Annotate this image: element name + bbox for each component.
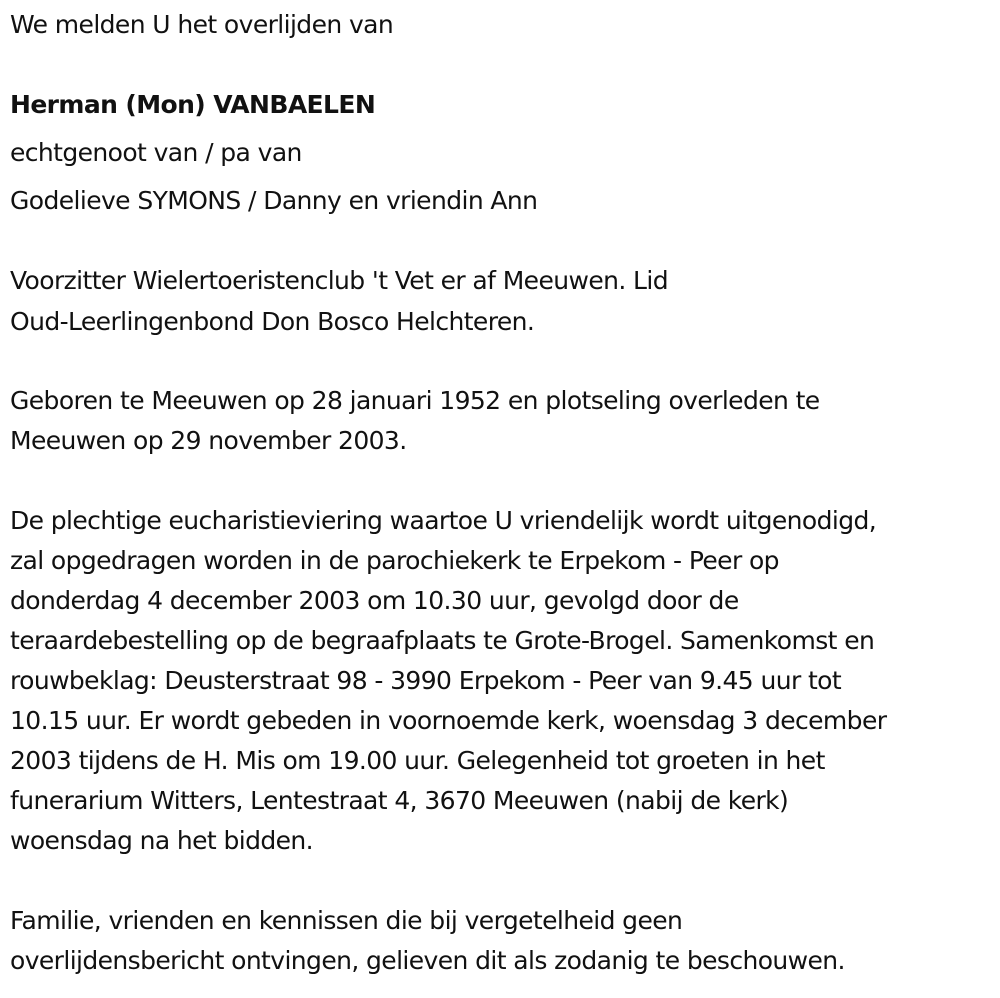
ceremony-line: rouwbeklag: Deusterstraat 98 - 3990 Erpekom - Peer van 9.45 uur tot	[10, 666, 842, 695]
deceased-name: Herman (Mon) VANBAELEN	[10, 90, 376, 119]
ceremony-line: woensdag na het bidden.	[10, 826, 314, 855]
closing-line: Familie, vrienden en kennissen die bij vergetelheid geen	[10, 906, 683, 935]
birth-death-line: Geboren te Meeuwen op 28 januari 1952 en plotseling overleden te	[10, 386, 820, 415]
affiliation-line: Voorzitter Wielertoeristenclub 't Vet er af Meeuwen. Lid	[10, 266, 668, 295]
birth-death-line: Meeuwen op 29 november 2003.	[10, 426, 407, 455]
ceremony-line: donderdag 4 december 2003 om 10.30 uur, gevolgd door de	[10, 586, 739, 615]
ceremony-line: 2003 tijdens de H. Mis om 19.00 uur. Gelegenheid tot groeten in het	[10, 746, 825, 775]
ceremony-line: 10.15 uur. Er wordt gebeden in voornoemde kerk, woensdag 3 december	[10, 706, 887, 735]
relation-label: echtgenoot van / pa van	[10, 138, 302, 167]
ceremony-line: De plechtige eucharistieviering waartoe U vriendelijk wordt uitgenodigd,	[10, 506, 877, 535]
ceremony-line: teraardebestelling op de begraafplaats te Grote-Brogel. Samenkomst en	[10, 626, 875, 655]
closing-line: overlijdensbericht ontvingen, gelieven dit als zodanig te beschouwen.	[10, 946, 845, 975]
relations-text: Godelieve SYMONS / Danny en vriendin Ann	[10, 186, 538, 215]
ceremony-line: zal opgedragen worden in de parochiekerk te Erpekom - Peer op	[10, 546, 779, 575]
affiliation-line: Oud-Leerlingenbond Don Bosco Helchteren.	[10, 307, 535, 336]
intro-text: We melden U het overlijden van	[10, 10, 394, 39]
ceremony-line: funerarium Witters, Lentestraat 4, 3670 Meeuwen (nabij de kerk)	[10, 786, 789, 815]
